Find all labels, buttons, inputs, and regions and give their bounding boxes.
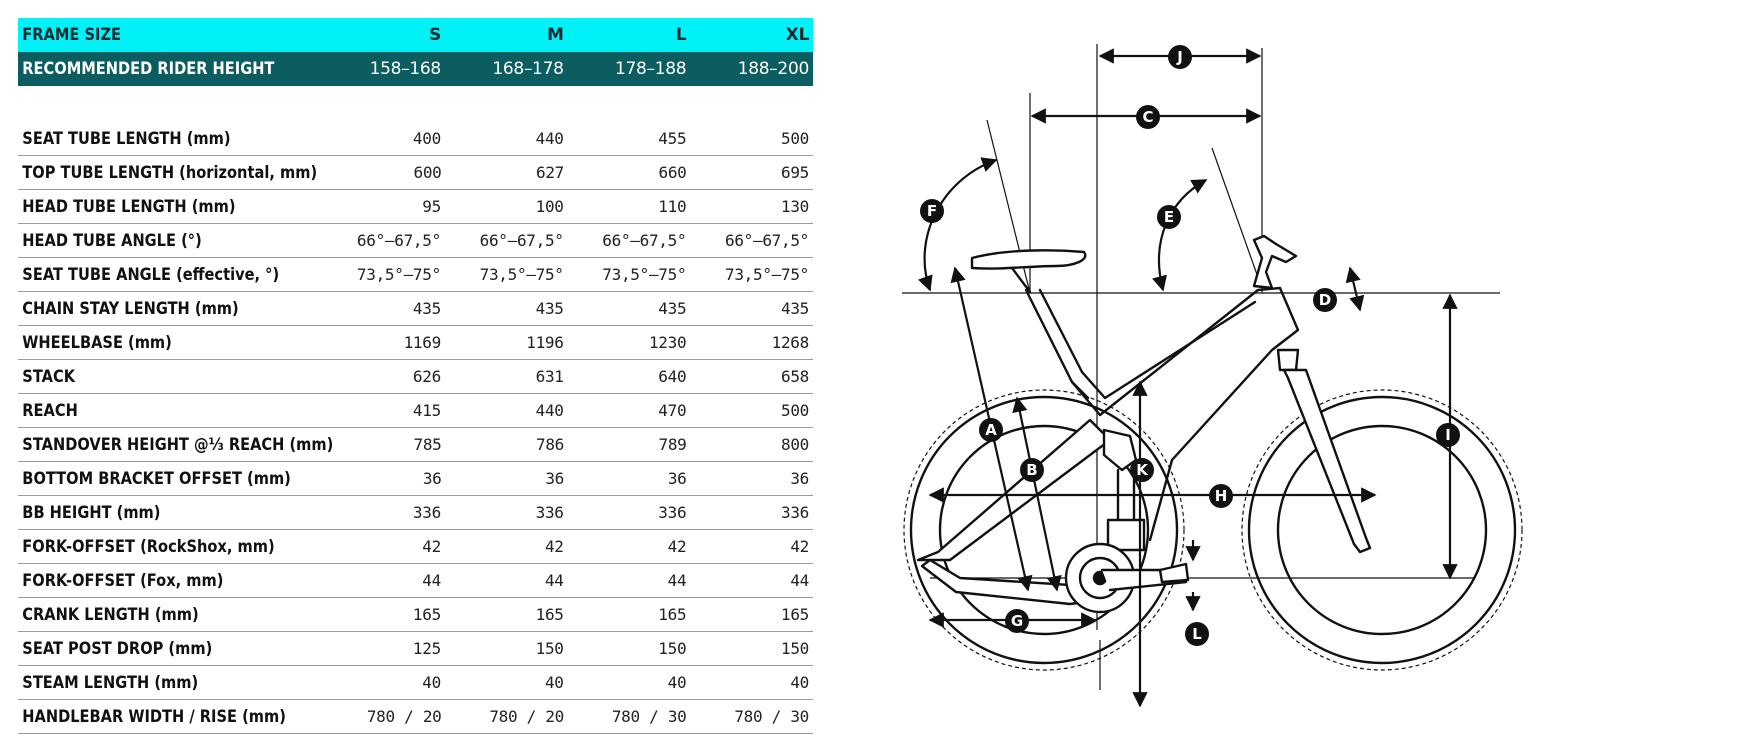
row-value-l: 110 <box>658 197 687 216</box>
table-row <box>18 360 813 394</box>
size-l-header: L <box>675 25 687 45</box>
row-value-m: 435 <box>535 299 564 318</box>
rider-height-m: 168–178 <box>492 59 564 79</box>
row-label: FORK-OFFSET (RockShox, mm) <box>22 536 275 557</box>
row-value-l: 640 <box>658 367 687 386</box>
row-value-xl: 435 <box>780 299 809 318</box>
table-row <box>18 496 813 530</box>
marker-e <box>1157 205 1181 229</box>
row-value-l: 435 <box>658 299 687 318</box>
row-value-l: 66°–67,5° <box>602 231 687 250</box>
row-value-xl: 165 <box>780 605 809 624</box>
row-value-s: 66°–67,5° <box>356 231 441 250</box>
svg-text:E: E <box>1163 208 1175 226</box>
row-value-xl: 658 <box>780 367 809 386</box>
svg-text:K: K <box>1136 461 1148 479</box>
row-value-s: 1169 <box>403 333 441 352</box>
geometry-table <box>18 18 813 734</box>
rider-height-xl: 188–200 <box>737 59 809 79</box>
row-label: STACK <box>22 366 76 387</box>
row-label: HANDLEBAR WIDTH / RISE (mm) <box>22 706 286 727</box>
row-value-m: 1196 <box>526 333 564 352</box>
row-value-m: 165 <box>535 605 564 624</box>
size-s-header: S <box>428 25 441 45</box>
row-value-m: 631 <box>535 367 564 386</box>
row-label: CRANK LENGTH (mm) <box>22 604 199 625</box>
row-label: SEAT POST DROP (mm) <box>22 638 213 659</box>
row-value-xl: 1268 <box>771 333 809 352</box>
rider-height-header-row <box>18 52 813 86</box>
marker-a <box>979 418 1003 442</box>
row-label: SEAT TUBE LENGTH (mm) <box>22 128 231 149</box>
geometry-rows <box>18 122 813 734</box>
table-row <box>18 666 813 700</box>
row-value-s: 400 <box>412 129 441 148</box>
table-row <box>18 156 813 190</box>
row-value-m: 440 <box>535 129 564 148</box>
svg-text:D: D <box>1318 291 1332 309</box>
row-value-l: 1230 <box>648 333 687 352</box>
marker-l <box>1185 622 1209 646</box>
table-row <box>18 530 813 564</box>
row-value-s: 415 <box>412 401 441 420</box>
row-value-s: 336 <box>412 503 441 522</box>
bike-geometry-diagram <box>860 0 1750 750</box>
row-label: STANDOVER HEIGHT @⅓ REACH (mm) <box>22 434 334 455</box>
table-row <box>18 224 813 258</box>
row-value-m: 40 <box>544 673 564 692</box>
row-label: FORK-OFFSET (Fox, mm) <box>22 570 224 591</box>
table-row <box>18 564 813 598</box>
row-value-xl: 73,5°–75° <box>724 265 809 284</box>
row-value-s: 73,5°–75° <box>356 265 441 284</box>
rider-height-s: 158–168 <box>369 59 441 79</box>
svg-text:B: B <box>1026 461 1038 479</box>
row-value-l: 150 <box>658 639 687 658</box>
row-value-l: 780 / 30 <box>611 707 687 726</box>
row-value-m: 786 <box>536 435 564 454</box>
row-value-l: 789 <box>658 435 687 454</box>
marker-j <box>1168 45 1192 69</box>
row-value-m: 73,5°–75° <box>479 265 564 284</box>
table-row <box>18 326 813 360</box>
row-value-l: 73,5°–75° <box>602 265 687 284</box>
row-value-l: 42 <box>667 537 687 556</box>
row-label: BB HEIGHT (mm) <box>22 502 161 523</box>
row-label: HEAD TUBE ANGLE (°) <box>22 230 202 251</box>
row-value-xl: 130 <box>780 197 809 216</box>
row-value-xl: 800 <box>781 435 809 454</box>
row-value-xl: 42 <box>790 537 809 556</box>
row-value-m: 627 <box>536 163 564 182</box>
row-value-xl: 500 <box>780 401 809 420</box>
row-value-m: 780 / 20 <box>489 707 564 726</box>
row-value-s: 780 / 20 <box>366 707 442 726</box>
row-value-l: 336 <box>658 503 687 522</box>
rider-height-label: RECOMMENDED RIDER HEIGHT <box>22 59 275 79</box>
row-value-s: 42 <box>422 537 441 556</box>
table-row <box>18 394 813 428</box>
marker-k <box>1130 458 1154 482</box>
svg-text:F: F <box>926 202 938 220</box>
row-value-m: 36 <box>545 469 564 488</box>
row-label: REACH <box>22 400 78 421</box>
row-value-m: 150 <box>535 639 564 658</box>
row-value-l: 660 <box>658 163 687 182</box>
row-value-l: 36 <box>667 469 687 488</box>
row-value-xl: 780 / 30 <box>734 707 809 726</box>
svg-text:J: J <box>1177 48 1183 66</box>
table-row <box>18 292 813 326</box>
row-value-l: 165 <box>658 605 687 624</box>
row-value-l: 40 <box>667 673 687 692</box>
row-value-m: 44 <box>544 571 564 590</box>
row-label: SEAT TUBE ANGLE (effective, °) <box>22 264 280 285</box>
table-row <box>18 462 813 496</box>
marker-h <box>1209 484 1233 508</box>
row-value-xl: 500 <box>780 129 809 148</box>
row-value-xl: 150 <box>780 639 809 658</box>
marker-b <box>1020 458 1044 482</box>
row-value-m: 66°–67,5° <box>479 231 564 250</box>
svg-text:G: G <box>1010 612 1024 630</box>
row-value-l: 44 <box>667 571 687 590</box>
marker-f <box>920 199 944 223</box>
table-row <box>18 700 813 734</box>
frame-size-label: FRAME SIZE <box>22 25 122 45</box>
row-value-l: 455 <box>658 129 687 148</box>
row-value-s: 600 <box>413 163 442 182</box>
row-value-s: 44 <box>422 571 441 590</box>
row-value-m: 440 <box>535 401 564 420</box>
rider-height-l: 178–188 <box>615 59 687 79</box>
marker-d <box>1313 288 1337 312</box>
row-label: BOTTOM BRACKET OFFSET (mm) <box>22 468 291 489</box>
svg-text:H: H <box>1214 487 1228 505</box>
row-value-s: 125 <box>412 639 441 658</box>
size-m-header: M <box>546 25 564 45</box>
table-row <box>18 428 813 462</box>
marker-c <box>1136 105 1160 129</box>
svg-text:I: I <box>1445 426 1451 444</box>
size-xl-header: XL <box>785 25 809 45</box>
table-row <box>18 258 813 292</box>
row-value-xl: 695 <box>781 163 809 182</box>
svg-text:L: L <box>1192 625 1202 643</box>
row-value-s: 40 <box>422 673 441 692</box>
marker-i <box>1436 423 1460 447</box>
row-value-xl: 336 <box>780 503 809 522</box>
row-label: TOP TUBE LENGTH (horizontal, mm) <box>22 162 318 183</box>
row-value-xl: 36 <box>790 469 809 488</box>
row-value-xl: 66°–67,5° <box>724 231 809 250</box>
row-value-s: 36 <box>422 469 442 488</box>
row-value-m: 336 <box>535 503 564 522</box>
row-value-m: 100 <box>535 197 564 216</box>
row-label: WHEELBASE (mm) <box>22 332 172 353</box>
svg-text:C: C <box>1142 108 1154 126</box>
frame-size-header-row <box>18 18 813 52</box>
row-label: HEAD TUBE LENGTH (mm) <box>22 196 236 217</box>
row-value-l: 470 <box>658 401 687 420</box>
front-wheel <box>1242 390 1522 670</box>
table-row <box>18 598 813 632</box>
table-row <box>18 632 813 666</box>
table-row <box>18 190 813 224</box>
table-row <box>18 122 813 156</box>
row-label: CHAIN STAY LENGTH (mm) <box>22 298 239 319</box>
bike-geometry-svg <box>860 0 1750 750</box>
row-label: STEAM LENGTH (mm) <box>22 672 199 693</box>
row-value-xl: 44 <box>790 571 809 590</box>
row-value-s: 785 <box>413 435 442 454</box>
row-value-s: 435 <box>412 299 441 318</box>
marker-g <box>1005 609 1029 633</box>
row-value-s: 626 <box>412 367 441 386</box>
svg-text:A: A <box>985 421 997 439</box>
row-value-xl: 40 <box>790 673 809 692</box>
row-value-m: 42 <box>544 537 564 556</box>
table-spacer <box>18 86 813 122</box>
row-value-s: 165 <box>412 605 441 624</box>
row-value-s: 95 <box>422 197 441 216</box>
